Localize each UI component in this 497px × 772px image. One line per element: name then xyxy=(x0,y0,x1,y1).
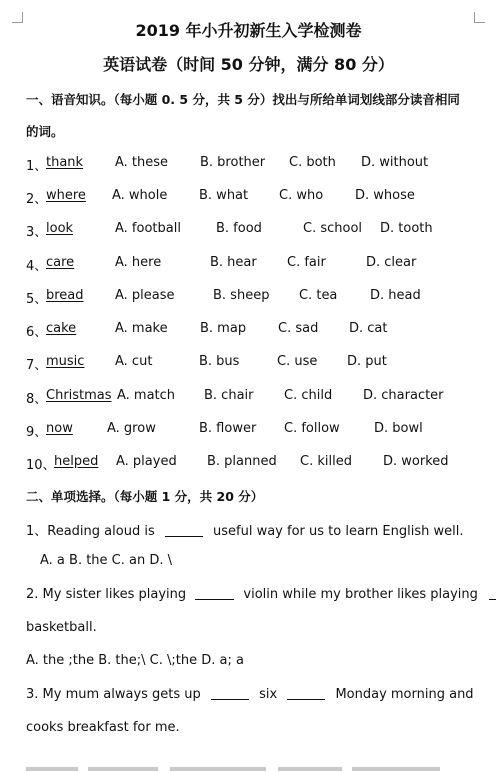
option-d: D. put xyxy=(347,354,387,369)
question-3-cont: cooks breakfast for me. xyxy=(26,720,180,735)
section1-heading: 一、语音知识。（每小题 0. 5 分，共 5 分）找出与所给单词划线部分读音相同 xyxy=(26,92,460,107)
option-c: C. use xyxy=(277,354,318,369)
answer-blank[interactable] xyxy=(165,524,203,537)
question-text: six xyxy=(259,687,278,702)
question-text: 3. My mum always gets up xyxy=(26,687,201,702)
question-text: 1、Reading aloud is xyxy=(26,524,155,539)
option-c: C. fair xyxy=(287,255,326,270)
item-word: cake xyxy=(46,321,77,336)
item-word: thank xyxy=(46,155,84,170)
item-word: where xyxy=(46,188,86,203)
item-word: music xyxy=(46,354,85,369)
phonics-item xyxy=(26,454,486,474)
question-text: violin while my brother likes playing xyxy=(243,587,478,602)
item-number: 3、 xyxy=(26,225,48,240)
item-word: now xyxy=(46,421,73,436)
item-word: helped xyxy=(54,454,99,469)
section1-heading-cont: 的词。 xyxy=(26,124,64,139)
question-2 xyxy=(26,587,496,602)
option-a: A. whole xyxy=(112,188,168,203)
cut-off-next-line xyxy=(26,764,476,772)
item-number: 6、 xyxy=(26,325,48,340)
phonics-item xyxy=(26,421,486,441)
option-b: B. food xyxy=(216,221,262,236)
phonics-item xyxy=(26,255,486,275)
item-number: 9、 xyxy=(26,425,48,440)
option-a: A. match xyxy=(117,388,176,403)
option-b: B. brother xyxy=(200,155,266,170)
exam-subtitle: 英语试卷（时间 50 分钟，满分 80 分） xyxy=(103,55,394,74)
question-2-options: A. the ;the B. the;\ C. \;the D. a; a xyxy=(26,653,244,668)
item-number: 8、 xyxy=(26,392,48,407)
option-a: A. football xyxy=(115,221,181,236)
item-word: look xyxy=(46,221,74,236)
question-3 xyxy=(26,687,474,702)
option-a: A. cut xyxy=(115,354,153,369)
option-d: D. head xyxy=(370,288,421,303)
item-number: 4、 xyxy=(26,259,48,274)
option-c: C. follow xyxy=(284,421,340,436)
option-d: D. bowl xyxy=(374,421,423,436)
question-text: useful way for us to learn English well. xyxy=(213,524,464,539)
option-d: D. without xyxy=(361,155,429,170)
option-d: D. tooth xyxy=(380,221,433,236)
option-d: D. cat xyxy=(349,321,388,336)
item-number: 5、 xyxy=(26,292,48,307)
option-b: B. flower xyxy=(199,421,257,436)
option-c: C. sad xyxy=(278,321,319,336)
option-b: B. map xyxy=(200,321,247,336)
option-a: A. here xyxy=(115,255,162,270)
item-word: Christmas xyxy=(46,388,112,403)
option-b: B. sheep xyxy=(213,288,270,303)
phonics-item xyxy=(26,221,486,241)
phonics-item xyxy=(26,288,486,308)
answer-blank[interactable] xyxy=(211,687,249,700)
question-text: Monday morning and xyxy=(335,687,474,702)
option-b: B. chair xyxy=(204,388,254,403)
option-b: B. what xyxy=(199,188,249,203)
phonics-item xyxy=(26,321,486,341)
option-c: C. killed xyxy=(300,454,352,469)
option-b: B. hear xyxy=(210,255,257,270)
option-b: B. bus xyxy=(199,354,240,369)
exam-title: 2019 年小升初新生入学检测卷 xyxy=(135,21,362,40)
option-a: A. please xyxy=(115,288,175,303)
item-number: 10、 xyxy=(26,458,56,473)
option-d: D. worked xyxy=(383,454,449,469)
item-word: bread xyxy=(46,288,84,303)
phonics-item xyxy=(26,155,486,175)
phonics-item xyxy=(26,188,486,208)
option-a: A. played xyxy=(116,454,177,469)
option-a: A. these xyxy=(115,155,169,170)
item-word: care xyxy=(46,255,75,270)
option-a: A. grow xyxy=(107,421,156,436)
option-c: C. school xyxy=(303,221,363,236)
answer-blank[interactable] xyxy=(195,587,234,600)
answer-blank[interactable] xyxy=(489,587,496,600)
item-number: 2、 xyxy=(26,192,48,207)
item-number: 7、 xyxy=(26,358,48,373)
option-d: D. character xyxy=(363,388,444,403)
option-c: C. both xyxy=(289,155,336,170)
question-text: 2. My sister likes playing xyxy=(26,587,187,602)
option-b: B. planned xyxy=(207,454,277,469)
phonics-item xyxy=(26,388,486,408)
item-number: 1、 xyxy=(26,159,48,174)
phonics-item xyxy=(26,354,486,374)
option-c: C. tea xyxy=(299,288,338,303)
answer-blank[interactable] xyxy=(287,687,325,700)
question-2-cont: basketball. xyxy=(26,620,97,635)
option-c: C. child xyxy=(284,388,333,403)
option-a: A. make xyxy=(115,321,168,336)
option-c: C. who xyxy=(279,188,324,203)
question-1-options: A. a B. the C. an D. \ xyxy=(40,553,173,568)
option-d: D. whose xyxy=(355,188,415,203)
section2-heading: 二、单项选择。（每小题 1 分，共 20 分） xyxy=(26,489,264,504)
option-d: D. clear xyxy=(366,255,417,270)
question-1 xyxy=(26,520,463,539)
